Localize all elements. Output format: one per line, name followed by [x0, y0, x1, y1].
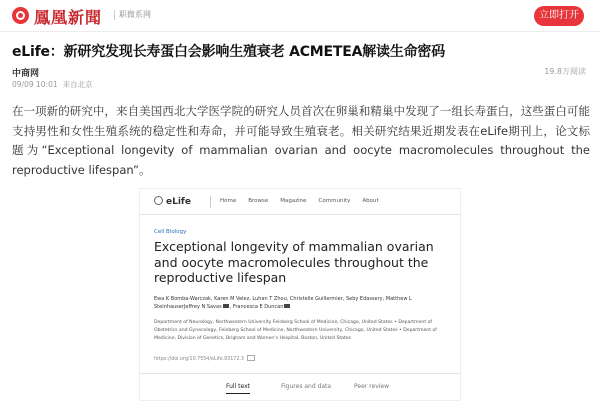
view-count: 19.8万阅读	[544, 67, 586, 76]
publish-location: 来自北京	[62, 80, 93, 89]
copy-icon	[247, 355, 255, 361]
article-meta	[12, 79, 93, 90]
elife-logo-icon	[154, 196, 163, 205]
elife-logo: eLife	[154, 196, 191, 207]
top-app-bar	[0, 0, 600, 32]
brand-subtitle: 职微系网	[114, 10, 151, 20]
elife-category: Cell Biology	[154, 229, 187, 235]
article-title: eLife：新研究发现长寿蛋白会影响生殖衰老 ACMETEA解读生命密码	[12, 44, 446, 60]
nav-divider	[210, 196, 211, 208]
elife-paper-title: Exceptional longevity of mammalian ovarian and oocyte macromolecules throughout the reproductive lifespan	[154, 239, 434, 285]
elife-menu-about: About	[362, 198, 379, 204]
mail-icon	[284, 304, 290, 309]
mail-icon	[223, 304, 229, 309]
elife-tab-figures: Figures and data	[281, 383, 332, 390]
open-app-button[interactable]: 立即打开	[534, 6, 584, 26]
elife-nav	[140, 189, 460, 215]
elife-menu-home: Home	[220, 198, 237, 204]
elife-tab-peer-review: Peer review	[354, 383, 390, 390]
elife-affiliations: Department of Neurology, Northwestern University Feinberg School of Medicine, Chicago, United States • Department of Obstetrics and Gynecology, Feinberg School of Medicine, Northwestern University, Chicago, United States • Department of Medicine, Division of Genetics, Brigham and Women's Hospital, Boston, United States	[154, 320, 437, 341]
article-source[interactable]: 中商网	[12, 69, 40, 79]
elife-menu-community: Community	[318, 198, 351, 204]
brand-name: 鳳凰新聞	[34, 8, 103, 27]
elife-tab-full-text: Full text	[226, 383, 250, 394]
elife-doi: https://doi.org/10.7554/eLife.93172.3	[154, 355, 255, 362]
article-image-elife-screenshot[interactable]	[139, 188, 461, 401]
elife-menu-magazine: Magazine	[280, 198, 307, 204]
elife-menu	[220, 198, 391, 204]
publish-date: 09/09 10:01	[12, 80, 58, 89]
elife-authors: Ewa K Bomba-Warczak, Karen M Velez, Luhan T Zhou, Christelle Guillermier, Seby Edassery, Matthew L SteinhauserJeffrey N Savas , Francesca E Duncan	[154, 296, 412, 310]
phoenix-logo-icon	[12, 7, 29, 24]
elife-tabs	[140, 373, 460, 401]
article-paragraph: 在一项新的研究中，来自美国西北大学医学院的研究人员首次在卵巢和精巢中发现了一组长寿蛋白，这些蛋白可能支持男性和女性生殖系统的稳定性和寿命，并可能导致生殖衰老。相关研究结果近期发表在eLife期刊上，论文标题为“Exceptional longevity of mammalian ovarian and oocyte macromolecules throughout the reproductive lifespan”。	[12, 104, 590, 177]
elife-menu-browse: Browse	[248, 198, 269, 204]
